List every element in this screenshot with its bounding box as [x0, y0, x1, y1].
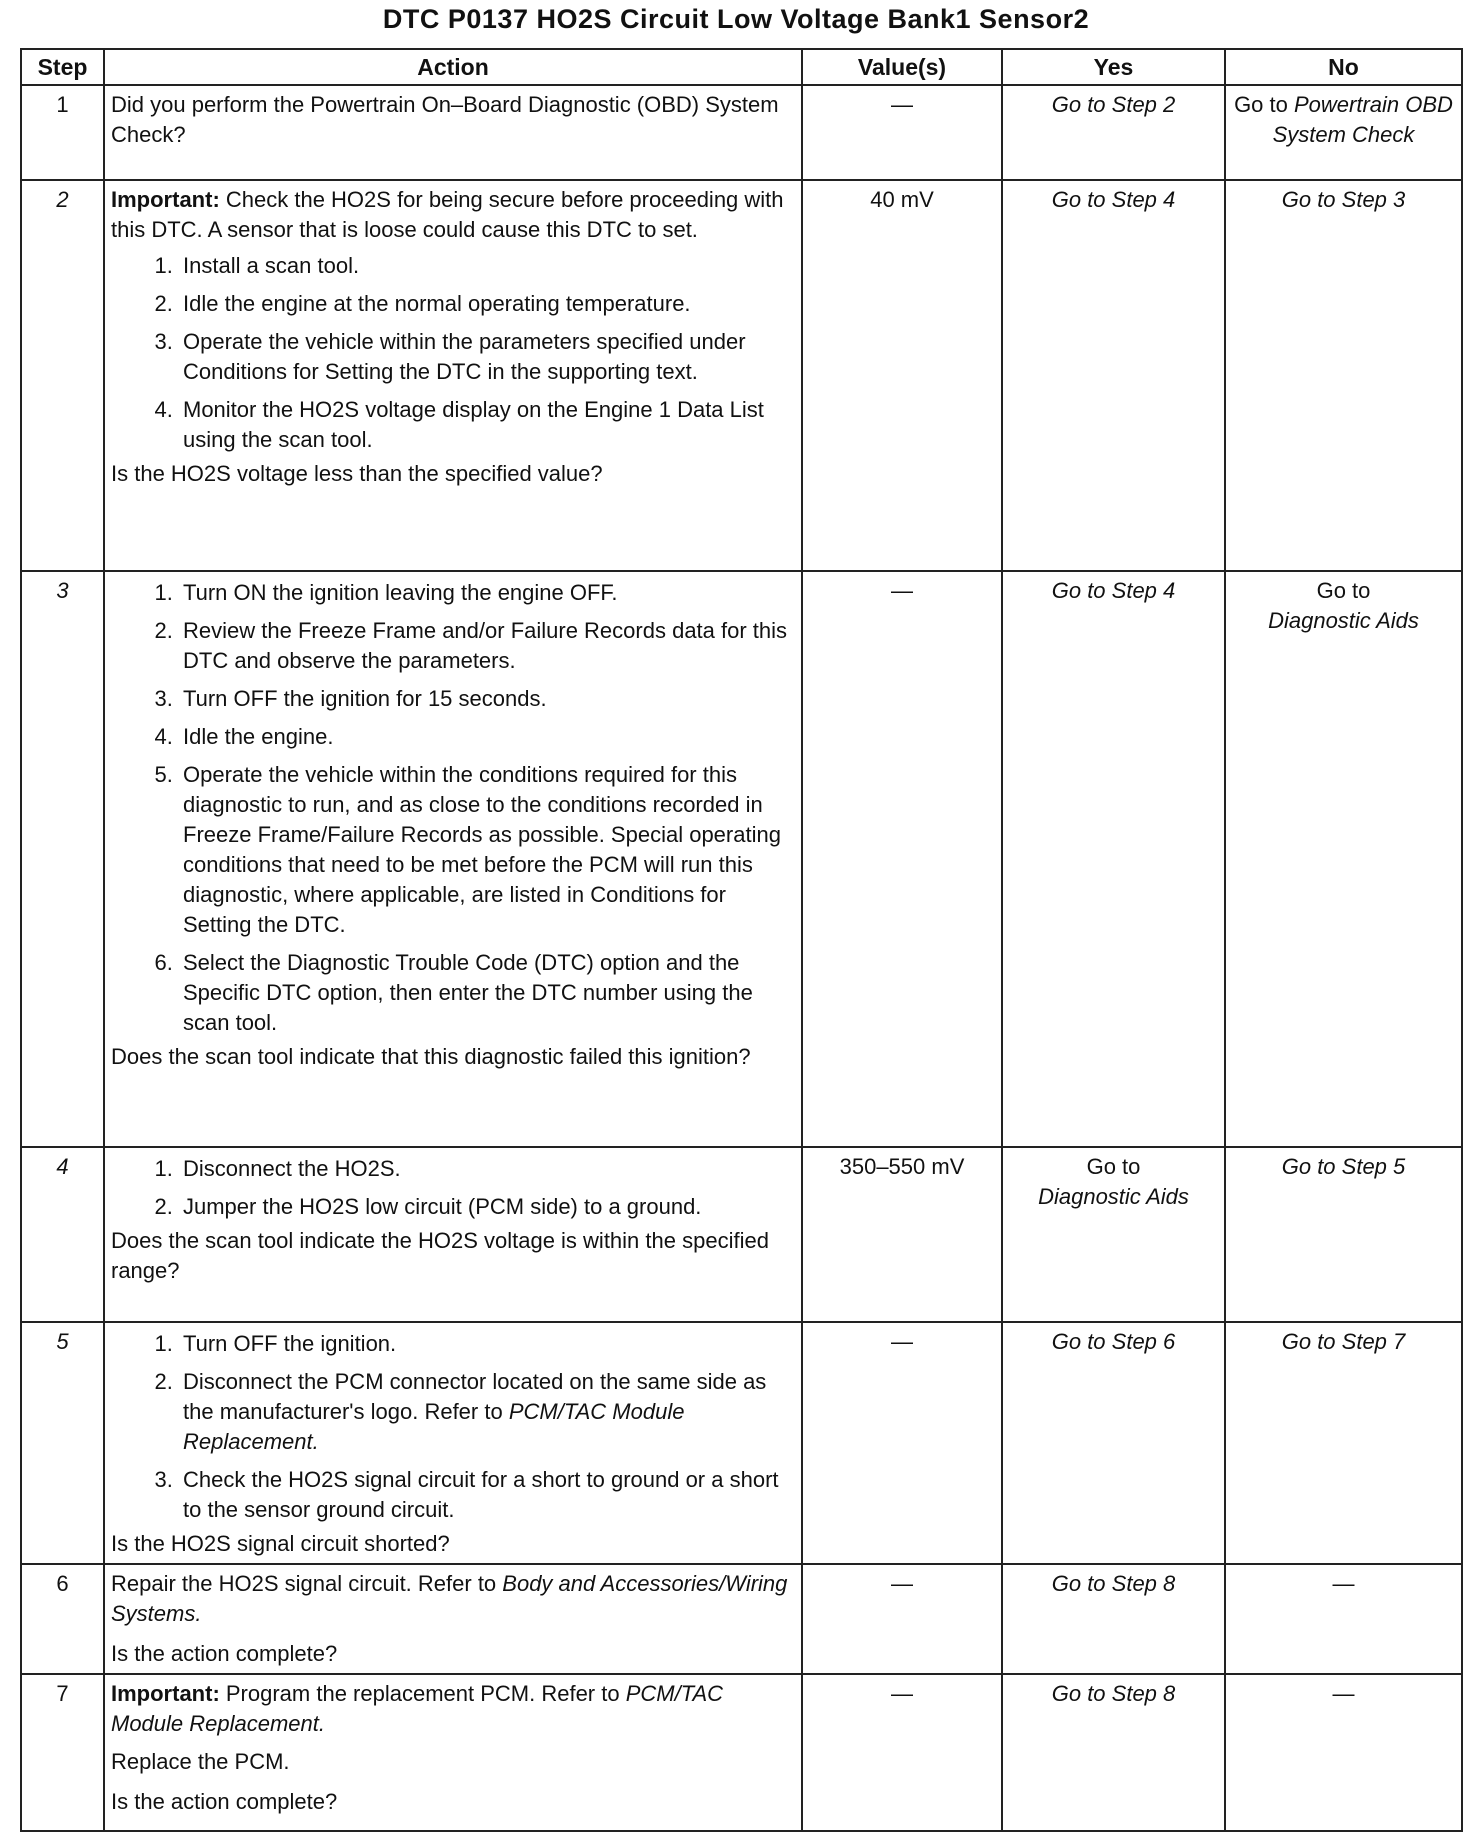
no-cell[interactable]: Go to Step 7 — [1225, 1322, 1462, 1564]
action-question: Does the scan tool indicate that this diagnostic failed this ignition? — [111, 1044, 751, 1069]
list-item: 3. Operate the vehicle within the parameters specified under Conditions for Setting the DTC in the supporting text. — [179, 327, 795, 387]
diagnostic-table — [20, 48, 1463, 1832]
list-item: 4. Monitor the HO2S voltage display on the Engine 1 Data List using the scan tool. — [179, 395, 795, 455]
list-item: 5. Operate the vehicle within the conditions required for this diagnostic to run, and as close to the conditions recorded in Freeze Frame/Failure Records as possible. Special operating conditions that need to be met before the PCM will run this diagnostic, where applicable, are listed in Conditions for Setting the DTC. — [179, 760, 795, 940]
header-no: No — [1225, 49, 1462, 85]
yes-link[interactable]: Diagnostic Aids — [1038, 1184, 1189, 1209]
action-cell — [104, 571, 802, 1147]
table-row-step-1 — [21, 85, 1462, 180]
no-link[interactable]: Diagnostic Aids — [1268, 608, 1419, 633]
yes-cell[interactable]: Go to Step 8 — [1002, 1674, 1225, 1831]
action-text-plain: Repair the HO2S signal circuit. Refer to — [111, 1571, 503, 1596]
list-item — [179, 1367, 795, 1457]
header-values: Value(s) — [802, 49, 1002, 85]
value-cell: 40 mV — [802, 180, 1002, 571]
value-cell: — — [802, 1674, 1002, 1831]
table-row-step-3 — [21, 571, 1462, 1147]
action-question: Is the HO2S voltage less than the specified value? — [111, 461, 603, 486]
no-link[interactable]: Powertrain OBD System Check — [1272, 92, 1453, 147]
list-item: 1. Turn OFF the ignition. — [179, 1329, 795, 1359]
step-number: 3 — [21, 571, 104, 1147]
important-text: Check the HO2S for being secure before proceeding with this DTC. A sensor that is loose could cause this DTC to set. — [111, 187, 784, 242]
list-item: 6. Select the Diagnostic Trouble Code (DTC) option and the Specific DTC option, then enter the DTC number using the scan tool. — [179, 948, 795, 1038]
yes-cell[interactable]: Go to Step 8 — [1002, 1564, 1225, 1674]
value-cell: — — [802, 1322, 1002, 1564]
table-row-step-7 — [21, 1674, 1462, 1831]
page-title: DTC P0137 HO2S Circuit Low Voltage Bank1 Sensor2 — [382, 4, 1090, 34]
no-cell[interactable]: Go to Step 5 — [1225, 1147, 1462, 1322]
value-cell: — — [802, 571, 1002, 1147]
no-prefix: Go to — [1234, 92, 1294, 117]
header-step: Step — [21, 49, 104, 85]
table-row-step-2 — [21, 180, 1462, 571]
list-item: 2. Idle the engine at the normal operating temperature. — [179, 289, 795, 319]
no-cell: — — [1225, 1674, 1462, 1831]
procedure-list — [111, 578, 795, 1038]
value-cell: — — [802, 1564, 1002, 1674]
no-cell[interactable] — [1225, 571, 1462, 1147]
step-number: 4 — [21, 1147, 104, 1322]
table-row-step-5 — [21, 1322, 1462, 1564]
important-label: Important: — [111, 187, 220, 212]
action-question: Is the action complete? — [111, 1641, 338, 1666]
yes-prefix: Go to — [1086, 1154, 1141, 1179]
no-prefix: Go to — [1316, 578, 1371, 603]
action-cell — [104, 1322, 802, 1564]
procedure-list — [111, 1154, 795, 1222]
step-number: 2 — [21, 180, 104, 571]
value-cell: — — [802, 85, 1002, 180]
yes-cell[interactable]: Go to Step 6 — [1002, 1322, 1225, 1564]
important-text: Program the replacement PCM. Refer to — [219, 1681, 626, 1706]
yes-cell[interactable] — [1002, 1147, 1225, 1322]
step-number: 5 — [21, 1322, 104, 1564]
list-item: 2. Review the Freeze Frame and/or Failure Records data for this DTC and observe the parameters. — [179, 616, 795, 676]
list-item: 4. Idle the engine. — [179, 722, 795, 752]
reference-link[interactable]: PCM/TAC Module Replacement. — [111, 1681, 724, 1736]
reference-link[interactable]: PCM/TAC Module Replacement. — [183, 1399, 685, 1454]
list-item-text: Disconnect the PCM connector located on the same side as the manufacturer's logo. Refer to — [183, 1369, 767, 1424]
action-cell — [104, 1564, 802, 1674]
list-item: 1. Install a scan tool. — [179, 251, 795, 281]
no-cell[interactable]: Go to Step 3 — [1225, 180, 1462, 571]
header-action: Action — [104, 49, 802, 85]
yes-cell[interactable]: Go to Step 4 — [1002, 180, 1225, 571]
yes-cell[interactable]: Go to Step 4 — [1002, 571, 1225, 1147]
action-question: Is the HO2S signal circuit shorted? — [111, 1531, 450, 1556]
reference-link[interactable]: Body and Accessories/Wiring Systems. — [111, 1571, 788, 1626]
important-note — [111, 1679, 795, 1739]
table-row-step-4 — [21, 1147, 1462, 1322]
important-note — [111, 185, 795, 245]
procedure-list — [111, 251, 795, 455]
action-cell — [104, 1674, 802, 1831]
list-item: 3. Check the HO2S signal circuit for a short to ground or a short to the sensor ground circuit. — [179, 1465, 795, 1525]
action-text: Replace the PCM. — [111, 1749, 290, 1774]
list-item: 1. Turn ON the ignition leaving the engine OFF. — [179, 578, 795, 608]
important-label: Important: — [111, 1681, 220, 1706]
list-item: 2. Jumper the HO2S low circuit (PCM side) to a ground. — [179, 1192, 795, 1222]
procedure-list — [111, 1329, 795, 1525]
step-number: 7 — [21, 1674, 104, 1831]
step-number: 1 — [21, 85, 104, 180]
no-cell: — — [1225, 1564, 1462, 1674]
action-text — [111, 1569, 795, 1629]
table-header-row — [21, 49, 1462, 85]
action-question: Is the action complete? — [111, 1789, 338, 1814]
no-cell[interactable] — [1225, 85, 1462, 180]
header-yes: Yes — [1002, 49, 1225, 85]
action-question: Does the scan tool indicate the HO2S voltage is within the specified range? — [111, 1228, 769, 1283]
action-cell — [104, 1147, 802, 1322]
action-question: Did you perform the Powertrain On–Board Diagnostic (OBD) System Check? — [111, 92, 779, 147]
action-cell — [104, 180, 802, 571]
list-item: 3. Turn OFF the ignition for 15 seconds. — [179, 684, 795, 714]
list-item: 1. Disconnect the HO2S. — [179, 1154, 795, 1184]
action-cell — [104, 85, 802, 180]
yes-cell[interactable]: Go to Step 2 — [1002, 85, 1225, 180]
value-cell: 350–550 mV — [802, 1147, 1002, 1322]
table-row-step-6 — [21, 1564, 1462, 1674]
step-number: 6 — [21, 1564, 104, 1674]
